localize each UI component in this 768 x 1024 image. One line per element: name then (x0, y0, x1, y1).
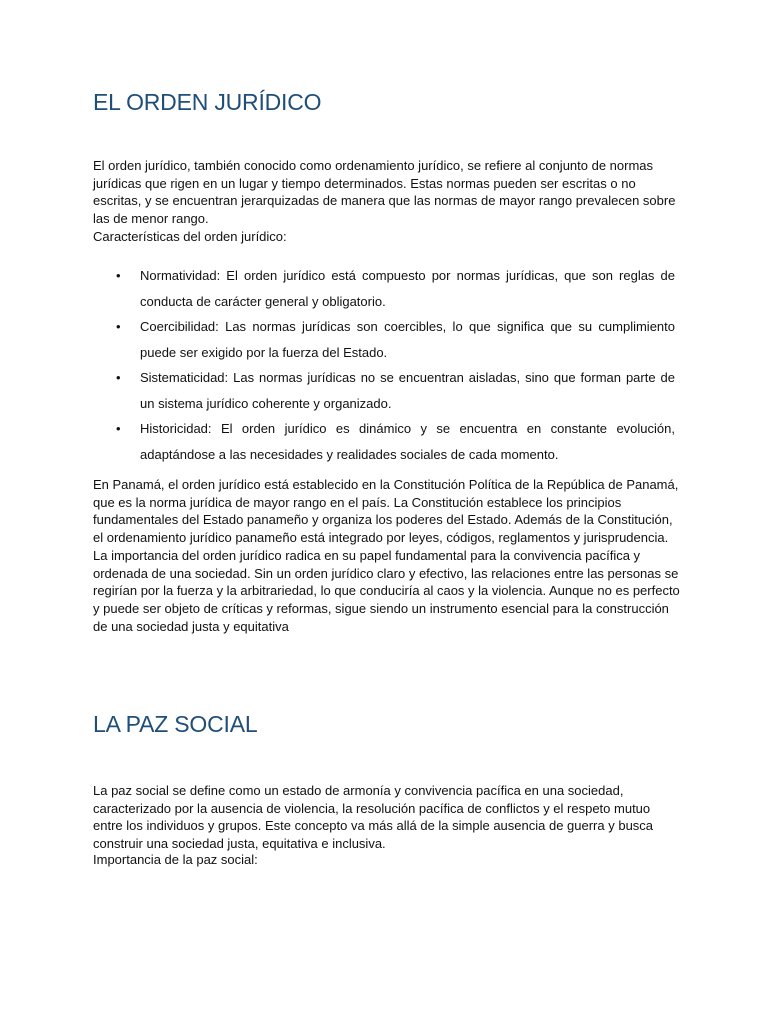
section-title-paz-social: LA PAZ SOCIAL (93, 711, 258, 737)
paz-social-intro-paragraph: La paz social se define como un estado de armonía y convivencia pacífica en una sociedad, caracterizado por la ausencia de violencia, la resolución pacífica de conflictos y el respeto mutuo entre los individuos y grupos. Este concepto va más allá de la simple ausencia de guerra y busca construir una sociedad justa, equitativa e inclusiva. (93, 783, 654, 852)
caracteristicas-label: Características del orden jurídico: (93, 229, 287, 244)
list-item-text: Historicidad: El orden jurídico es dinámico y se encuentra en constante evolución, adaptándose a las necesidades y realidades sociales de cada momento. (140, 421, 675, 462)
list-item (93, 416, 675, 467)
list-item-text: Normatividad: El orden jurídico está compuesto por normas jurídicas, que son reglas de conducta de carácter general y obligatorio. (140, 268, 675, 309)
caracteristicas-list (93, 263, 675, 467)
bullet-icon: • (116, 268, 121, 283)
list-item (93, 263, 675, 314)
bullet-icon: • (116, 370, 121, 385)
list-item (93, 365, 675, 416)
orden-juridico-intro-paragraph: El orden jurídico, también conocido como ordenamiento jurídico, se refiere al conjunto de normas jurídicas que rigen en un lugar y tiempo determinados. Estas normas pueden ser escritas o no escritas, y se encuentran jerarquizadas de manera que las normas de mayor rango prevalecen sobre las de menor rango. (93, 158, 676, 227)
importancia-label: Importancia de la paz social: (93, 852, 258, 867)
list-item-text: Coercibilidad: Las normas jurídicas son coercibles, lo que significa que su cumplimiento puede ser exigido por la fuerza del Estado. (140, 319, 675, 360)
section-title-orden-juridico: EL ORDEN JURÍDICO (93, 89, 322, 115)
list-item-text: Sistematicidad: Las normas jurídicas no se encuentran aisladas, sino que forman parte de un sistema jurídico coherente y organizado. (140, 370, 675, 411)
list-item (93, 314, 675, 365)
bullet-icon: • (116, 421, 121, 436)
orden-juridico-panama-paragraph: En Panamá, el orden jurídico está establecido en la Constitución Política de la República de Panamá, que es la norma jurídica de mayor rango en el país. La Constitución establece los principios fundamentales del Estado panameño y organiza los poderes del Estado. Además de la Constitución, el ordenamiento jurídico panameño está integrado por leyes, códigos, reglamentos y jurisprudencia. La importancia del orden jurídico radica en su papel fundamental para la convivencia pacífica y ordenada de una sociedad. Sin un orden jurídico claro y efectivo, las relaciones entre las personas se regirían por la fuerza y la arbitrariedad, lo que conduciría al caos y la violencia. Aunque no es perfecto y puede ser objeto de críticas y reformas, sigue siendo un instrumento esencial para la construcción de una sociedad justa y equitativa (93, 477, 680, 634)
bullet-icon: • (116, 319, 121, 334)
